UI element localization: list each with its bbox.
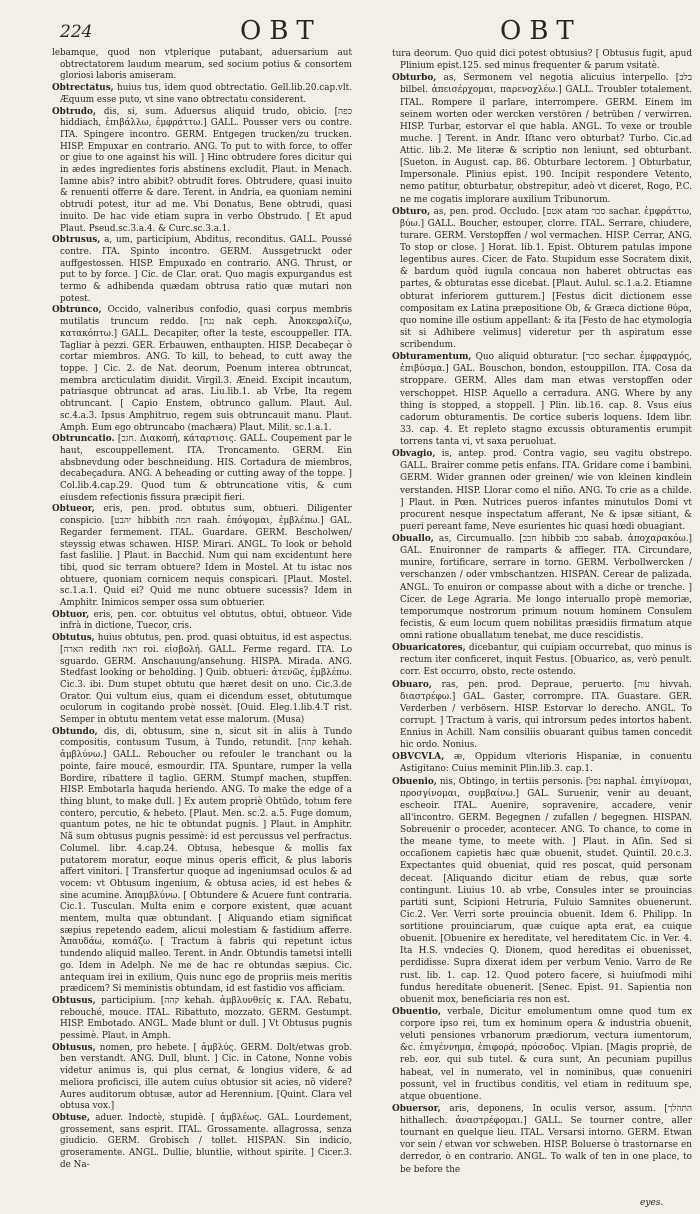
entry-headword: Obuersor,	[392, 1103, 441, 1114]
entry-headword: Obtuor,	[52, 609, 90, 620]
dictionary-entry	[392, 751, 692, 775]
entry-headword: Obuentio,	[392, 1006, 441, 1017]
entry-headword: Obuallo,	[392, 534, 434, 544]
entry-text: a, um, participium, Abditus, reconditus. GALL. Poussé contre. ITA. Spinto incontro. GERM. Aussgetruckt oder auffgestossen. HISP. Empuxado en contrario. ANG. Thrust, or put to by force. ] Cic. de Clar. orat. Quo magis expurgandus est termo & adhibenda quædam obtrusa ratio quæ mutari non potest.	[60, 235, 353, 304]
dictionary-entry	[392, 351, 692, 448]
dictionary-entry	[52, 305, 352, 434]
dictionary-entry	[52, 610, 352, 633]
entry-text: is, antep. prod. Contra vagio, seu vagitu obstrepo. GALL. Brairer comme petis enfans. ITA. Gridare come i bambini. GERM. Wider grannen oder greinen/ wie von kleinen kindlein verstanden. HISP. Llorar como el niño. ANG. To crie as a childe. ] Plaut. in Pœn. Nutrices pueros infantes minutulos Domi vt procurent nesque inspectatum afferant, Ne & ipsæ sitiant, & pueri pereant fame, Neve esurientes hic quasi hœdi obuagiant.	[400, 449, 692, 532]
entry-text: huius obtutus, pen. prod. quasi obtuitus, id est aspectus. [הארה redith ראה roi. εἰσβολή. GALL. Ferme regard. ITA. Lo sguardo. GERM. Anschauung/ansehung. HISPA. Mirada. ANG. Stedfast looking or beholding. ] Quib. obtueri: ἀτενῶς, ἐμβλέπω. Cic.3. ibi. Dum stupet obtutu que hæret desit on uno. Cic.3.de Orator. Qui vultum eius, quam ei dicendum esset, obtutumque oculorum in cogitando probè nossèt. [Ouid. Eleg.1.lib.4.T rist. Semper in obtutu mentem vetat esse malorum. (Musa)	[60, 633, 353, 726]
dictionary-entry	[392, 206, 692, 352]
entry-headword: Obtuse,	[52, 1112, 90, 1123]
entry-text: æ, Oppidum vlterioris Hispaniæ, in conuentu Astigitano: Cuius meminit Plin.lib.3. cap.1.	[400, 752, 692, 775]
entry-headword: Obtrudo,	[52, 106, 96, 117]
dictionary-entry	[52, 1043, 352, 1113]
entry-text: aris, deponens, In oculis versor, assum. [התהלך hithallech. ἀναστρέφομαι.] GALL. Se tourner contre, aller tournant en quelque lieu. ITAL. Versarsi intorno. GERM. Etwan vor sein / etwan vor schweben. HISP. Boluerse ò trastornarse en derredor, ò en contrario. ANGL. To walk of ten in one place, to be before the	[400, 1103, 692, 1175]
dictionary-entry	[392, 776, 692, 1006]
entry-text: nomen, pro hebete. [ ἀμβλύς. GERM. Dolt/etwas grob. ben verstandt. ANG. Dull, blunt. ] Cic. in Catone, Nonne vobis videtur animus is, qui plus cernat, & longius videre, & ad meliora proficisci, ille autem cuius obtusior sit acies, nõ videre? Aures auditorum obtusæ, autor ad Herennium. [Quint. Clara vel obtusa vox.]	[60, 1042, 353, 1112]
dictionary-entry	[392, 533, 692, 642]
dictionary-entry	[52, 48, 352, 83]
dictionary-entry	[392, 448, 692, 533]
entry-text: Occido, valneribus confodio, quasi corpus membris mutilatis truncum reddo. [נגח nak ceph. Ἀποκεφαλίζω, κατακόπτω.] GALL. Decapiter, ofter la teste, escouppeller. ITA. Tagliar à pezzi. GER. Erbauwen, enthaupten. HISP. Decabeçar ò cortar miembros. ANG. To kill, to behead, to cutt away the toppe. ] Cic. 2. de Nat. deorum, Poenum interea obtruncat, membra arcticulatim diuidit. Virgil.3. Æneid. Excipit incautum, patriasque obtruncat ad aras. Liu.lib.1. ab Vrbe, Ita regem obtruncant. [ Capio Enstem, obtrunco gallum. Plaut. Aul. sc.4.a.3. Ipsus Amphitruo, regem suis obtruncauit manu. Plaut. Amph. Eum ego obtruncabo (machæra) Plaut. Milit. sc.1.a.1.	[60, 305, 353, 433]
dictionary-entry	[52, 434, 352, 504]
entry-headword: Obtruncatio.	[52, 434, 115, 445]
entry-text: verbale, Dicitur emolumentum omne quod tum ex corpore ipso rei, tum ex hominum opera & industria obuenit, veluti pensiones vrbanorum prædiorum, vectura iumentorum, &c. ἐπιγέννημα, ἐπιφορά, πρόσοδος. Vlpian. [Magis propriè, de reb. eor. qui sub tutel. & cura sunt, An pecuniam pupillus habeat, vel in numerato, vel in nominibus, quæ conueniri possunt, vel in fructibus conditis, vel etiam in redituum spe, atque obuentione.	[400, 1006, 692, 1102]
dictionary-entry	[52, 727, 352, 996]
entry-headword: Obtrusus,	[52, 235, 101, 246]
entry-text: as, Sermonem vel negotia alicuius interpello. [בלב bilbel. ἀπεισέρχομαι, παρενοχλέω.] GALL. Troubler totalement. ITAL. Rompere il parlare, interrompere. GERM. Einem im seinem worten oder wercken verstören / betrüben / verwirren. HISP. Turbar, estorvar el que habla. ANGL. To vexe or trouble muche. ] Terent. in Andr. Iſtanc vero obturbat? Turbo. Cic.ad Attic. lib.2. Me literæ & scriptio non leniunt, sed obturbant. [Sueton. in August. cap. 86. Obturbare lectorem. ] Obturbatur, Impersonale. Plinius epist. 190. Incipit respondere Vetento, nemo patitur, obturbatur, obstrepitur, adeò vt diceret, Rogo, P.C. ne me cogatis implorare auxilium Tribunorum.	[400, 73, 692, 205]
dictionary-entry	[392, 48, 692, 72]
entry-text: eris, pen. cor. obtuitus vel obtutus, obtui, obtueor. Vide infrà in dictione, Tuecor, cris.	[60, 609, 353, 632]
entry-headword: Obtrectatus,	[52, 83, 114, 94]
entry-text: Quo aliquid obturatur. [סכר sechar. ἐμφραγμός, ἐπιβύσμα.] GAL. Bouschon, bondon, estouppillon. ITA. Cosa da stroppare. GERM. Alles dam man etwas verstopffen oder verschoppet. HISP. Aquello a cerradura. ANG. Where by any thing is stopped, a stoppell. ] Plin. lib.16. cap. 8. Vsus eius cadorum obturamentis. De cortice suberis loquens. Idem libr. 33. cap. 4. Et repleto stagno excussis obturamentis erumpit torrens tanta vi, vt saxa peruoluat.	[400, 352, 692, 447]
running-head-left: OBT	[240, 16, 322, 46]
right-column	[392, 48, 692, 1176]
entry-text: eris, pen. prod. obtutus sum, obtueri. Diligenter conspicio. [יהבט hibbith המה raah. ἐπόψομαι, ἐμβλέπω.] GAL. Regarder fermement. ITAL. Guardare. GERM. Bescholwen/ steyssig etwas schawen. HISP. Mirari. ANGL. To look or behold fast faslilie. ] Plaut. in Bacchid. Num qui nam excidentunt here tibi, quod sic terram obtuere? Idem in Mostel. At tu istac nos obtuere, quoniam cornicem nequis conspicari. [Plaut. Mostel. sc.1.a.1. Quid ei? Quid me nunc obtuere sucessis? Idem in Amphitr. Inimicos semper ossa sum obtuerier.	[60, 504, 352, 609]
dictionary-entry	[52, 996, 352, 1043]
entry-headword: Obtusus,	[52, 1042, 96, 1053]
entry-headword: Obtrunco,	[52, 305, 102, 316]
page-header	[0, 8, 700, 48]
entry-headword: Obuenio,	[392, 776, 437, 787]
catchword: eyes.	[640, 1198, 664, 1208]
dictionary-entry	[52, 107, 352, 236]
entry-headword: Obtutus,	[52, 633, 95, 644]
entry-headword: Obtundo,	[52, 726, 98, 737]
entry-text: lebamque, quod non vtplerique putabant, aduersarium aut obtrectatorem laudum mearum, sed socium potius & consortem gloriosi laboris amiseram.	[52, 48, 352, 82]
dictionary-entry	[392, 72, 692, 205]
dictionary-entry	[52, 83, 352, 106]
entry-text: dis, di, obtusum, sine n, sicut sit in aliis à Tundo compositis, contusum Tusum, à Tundo, retundit. [קהה kehah. ἀμβλύνω.] GALL. Reboucher ou refouler le tranchant ou la pointe, faire moucé, esmourdir. ITA. Spuntare, rumper la vella Bordire, ribattere il taglio. GERM. Stumpf machen, stupffen. HISP. Embotarla haquda heriendo. ANG. To make the edge of a thing blunt, to make dull. ] Ex autem propriè Obtūdo, totum fere contero, percutio, & hebeto. [Plaut. Men. sc.2. a.5. Fuge domum, quantum potes, ne hic te obtundat pugnis. ] Plaut. in Amphitr. Nã sum obtusus pugnis pessimè: id est percussus vel perfractus. Columel. libr. 4.cap.24. Obtusa, hebesque & mollis fax putatorem moratur, eoque minus operis efficit, & plus laboris affert vinitori. [ Transfertur quoque ad ingeniumsad oculos & ad vocem: vt Obtusum ingenium, & obtusa acies, id est hebes & sine acumine. Ἀπαμβλύνω. [ Obtundere & Acuere funt contraria. Cic.1. Tusculan. Multa enim e corpore existent, quæ acuant mentem, multa quæ obtundant. [ Aliquando etiam significat sæpius repetendo eadem, alicui molestiam & fastidium afferre. Ἀπαυδάω, κοπιάζω. [ Tractum à fabris qui repetunt ictus tundendo aliquid malleo. Terent. in Andr. Obtundis tametsi intelli go. Idem in Adelph. Ne me de hac re obtundas sæpius. Cic. antequam irei in exilium, Quis nunc ego de propriis meis meritis prædicem? Si meministis obtundam, id est fastidio vos afficiam.	[60, 726, 353, 995]
running-head-right: OBT	[500, 16, 582, 46]
entry-text: tura deorum. Quo quid dici potest obtusius? [ Obtusus fugit, apud Plinium epist.125. sed minus frequenter & parum vsitatè.	[392, 49, 692, 72]
entry-text: participium. [קהה kehah. ἀμβλυνθείς κ. ΓΑΛ. Rebatu, rebouché, mouce. ITAL. Ribattuto, mozzato. GERM. Gestumpt. HISP. Embotado. ANGL. Made blunt or dull. ] Vt Obtusus pugnis pessimè. Plaut. in Amph.	[60, 995, 352, 1042]
entry-text: dis, si, sum. Aduersus aliquid trudo, obicio. [כפה hiddiach, ἐπιβάλλω, ἐμφράττω.] GALL. Pousser vers ou contre. ITA. Spingere incontro. GERM. Entgegen trucken/zu trucken. HISP. Empuxar en contrario. ANG. To put to with force, to offer or giue to one against his will. ] Hinc obtrudere fores dicitur qui in ædes ingredientes foris abstinens excludit. Plaut. in Menach. Iamne abis? intro abibit? obtrudit fores. Obtrudere, quasi inuito & renuenti offerre & dare. Terent. in Andria, ea quoniam nemini obtrudi potest, itur ad me. Vbi Donatus, Bene obtrudi, quasi inuito. De hac vide etiam supra in verbo Obstrudo. [ Et apud Plaut. Pseud.sc.3.a.4. & Curc.sc.3.a.1.	[60, 106, 352, 234]
entry-headword: Obturo,	[392, 206, 431, 217]
dictionary-entry	[392, 1006, 692, 1103]
left-column	[52, 48, 352, 1172]
entry-headword: Obtusus,	[52, 995, 96, 1006]
dictionary-entry	[392, 642, 692, 678]
entry-headword: Obtueor,	[52, 504, 95, 515]
dictionary-entry	[52, 504, 352, 609]
dictionary-entry	[52, 1113, 352, 1172]
dictionary-entry	[52, 235, 352, 305]
entry-text: huius tus, idem quod obtrectatio. Gell.lib.20.cap.vlt. Æquum esse puto, vt sine vano obtrectatu considerent.	[60, 83, 352, 105]
entry-headword: OBVCVLA,	[392, 752, 445, 763]
page-number: 224	[60, 22, 93, 42]
entry-headword: Obturbo,	[392, 73, 437, 84]
entry-headword: Obuaro,	[392, 679, 432, 690]
entry-text: ras, pen. prod. Depraue, peruerto. [עוה hivvah. διαστρέφω.] GAL. Gaster, corrompre. ITA. Guastare. GER. Verderben / verbösern. HISP. Estorvar lo derecho. ANGL. To corrupt. ] Tractum à varis, qui introrsum pedes intortos habent. Ennius in Achill. Nam consiliis obuarant quibus tamen concedit hic ordo. Nonius.	[400, 679, 692, 751]
entry-text: dicebantur, qui cuipiam occurrebat, quo minus is rectum iter conficeret, inquit Festus. [Obuarico, as, verò penult. corr. Est occurro, obsto, recte ostendo.	[400, 643, 692, 678]
entry-headword: Obvagio,	[392, 449, 436, 460]
entry-headword: Obuaricatores,	[392, 643, 466, 654]
entry-headword: Obturamentum,	[392, 352, 472, 363]
entry-text: as, Circumuallo. [חבב hibbib סבב sabab. ἀποχαρακόω.] GAL. Enuironner de ramparts & affieger. ITA. Circundare, munire, fortificare, serrare in torno. GERM. Verbollwercken / verschanzen / oder vmbschantzen. HISPAN. Cerear de palizada. ANGL. To enuiron or compasse about with a diche or trenche. ] Cicer. de Lege Agraria. Me longo interuallo propè memoriæ, temporumque nostrorum primum nouum hominem Consulem fecistis, & eum locum quem nobilitas præsidiis firmatum atque omni ratione obuallatum tenebat, me duce rescidistis.	[400, 534, 692, 641]
entry-text: nis, Obtingo, in tertiis personis. [נפל naphal. ἐπιγίνομαι, προσγίνομαι, συμβαίνω.] GAL. Suruenir, venir au deuant, escheoir. ITAL. Auenire, sopravenire, accadere, venir all'incontro. GERM. Begegnen / zufallen / begegnen. HISPAN. Sobreuenir o proceder, acontecer. ANG. To chance, to come in the meane tyme, to meete with. ] Plaut. in Aſin. Sed si occaſionem capietis hæc quæ obuenit, studet. Quintil. 20.c.3. Expectantes quid obueniat, quid res poscat, quid personam deceat. [Aliquando dicitur etiam de rebus, quæ sorte contingunt. Liuius 10. ab vrbe, Consules inter se prouincias partiti sunt, Scipioni Hetruria, Fuluio Samnites obuenerunt. Cic.2. Ver. Verri sorte prouincia obuenit. Idem 6. Philipp. In sortitione prouinciarum, quæ cuique apta erat, ea cuique obuenit. [Obuenire ex hereditate, vel hereditatem Cic. in Ver. 4. Ita H.S. vndecies Q. Dionem, quod hereditas ei obuenisset, perdidisse. Supra dixerat idem per verbum Venio. Varro de Re rust. lib. 1. cap. 12. Quod potero facere, si huiuſmodi mihi fundus hereditate obuenerit. [Senec. Epist. 91. Sapientia non obuenit mox, beneficiaria res non est.	[400, 776, 692, 1005]
dictionary-entry	[52, 633, 352, 727]
dictionary-entry	[392, 679, 692, 752]
dictionary-entry	[392, 1103, 692, 1176]
entry-text: aduer. Indoctè, stupidè. [ ἀμβλέως. GAL. Lourdement, grossement, sans esprit. ITAL. Grossamente. allagrossa, senza giudicio. GERM. Grobisch / tollet. HISPAN. Sin indicio, groseramente. ANGL. Dullie, bluntlie, without spirite. ] Cicer.3. de Na-	[60, 1112, 352, 1170]
entry-text: [חגכ. Διακοπή, κάταρτισις. GALL. Coupement par le haut, escouppellement. ITA. Troncamento. GERM. Ein absbnevdung oder beschneidung. HIS. Cortadura de miembros, decabeçadura. ANG. A beheading or cutting away of the toppe. ] Col.lib.4.cap.29. Quod tum & obtruncatione vitis, & cum eiusdem refectionis fissura præcipit fieri.	[60, 434, 353, 503]
entry-text: as, pen. prod. Occludo. [אטם atam סכר sachar. ἐμφράττω, βύω.] GALL. Boucher, estouper, clorre. ITAL. Serrare, chiudere, turare. GERM. Verstopffen / wol vermachen. HISP. Cerrar, ANG. To stop or close. ] Horat. lib.1. Epist. Obturem patulas impone legentibus aures. Cicer. de Fato. Stupidum esse Socratem dixit, & bardum quòd iugula concaua non haberet obtructas eas partes, & obturatas esse dicebat. [Plaut. Aulul. sc.1.a.2. Etiamne obturat inferiorem gutturem.] [Festus dicit dictionem esse compositam ex Latina præpositione Ob, & Græca dictione θύρα, quo nomine ille ostium appellant: & ita [Festo de hac etymologia sit si Adhibere velimus] videretur per th aspiratum esse scribendum.	[400, 206, 692, 350]
